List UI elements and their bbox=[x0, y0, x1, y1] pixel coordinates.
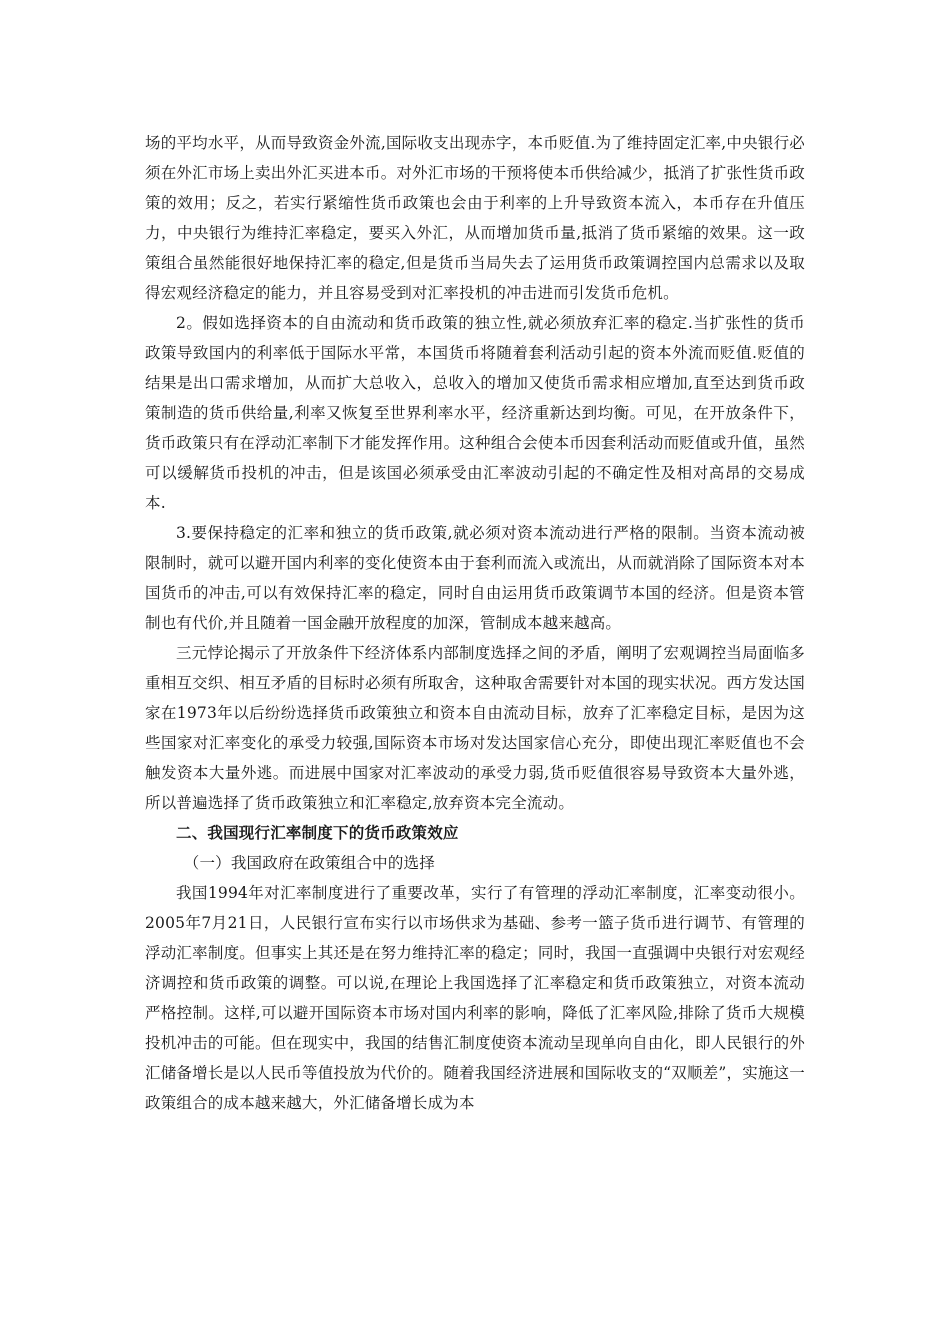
section-subheading: （一）我国政府在政策组合中的选择 bbox=[183, 854, 435, 872]
paragraph-china-policy: 我国1994年对汇率制度进行了重要改革，实行了有管理的浮动汇率制度，汇率变动很小。2005年7月21日，人民银行宣布实行以市场供求为基础、参考一篮子货币进行调节、有管理的浮动汇率制度。但事实上其还是在努力维持汇率的稳定；同时，我国一直强调中央银行对宏观经济调控和货币政策的调整。可以说,在理论上我国选择了汇率稳定和货币政策独立，对资本流动严格控制。这样,可以避开国际资本市场对国内利率的影响，降低了汇率风险,排除了货币大规模投机冲击的可能。但在现实中，我国的结售汇制度使资本流动呈现单向自由化，即人民银行的外汇储备增长是以人民币等值投放为代价的。随着我国经济进展和国际收支的“双顺差”，实施这一政策组合的成本越来越大，外汇储备增长成为本 bbox=[145, 884, 805, 1112]
paragraph-point-2: 2。假如选择资本的自由流动和货币政策的独立性,就必须放弃汇率的稳定.当扩张性的货币政策导致国内的利率低于国际水平常，本国货币将随着套利活动引起的资本外流而贬值.贬值的结果是出口需求增加，从而扩大总收入，总收入的增加又使货币需求相应增加,直至达到货币政策制造的货币供给量,利率又恢复至世界利率水平，经济重新达到均衡。可见，在开放条件下，货币政策只有在浮动汇率制下才能发挥作用。这种组合会使本币因套利活动而贬值或升值，虽然可以缓解货币投机的冲击，但是该国必须承受由汇率波动引起的不确定性及相对高昂的交易成本. bbox=[145, 314, 805, 512]
paragraph-trilemma-summary: 三元悖论揭示了开放条件下经济体系内部制度选择之间的矛盾，阐明了宏观调控当局面临多重相互交织、相互矛盾的目标时必须有所取舍，这种取舍需要针对本国的现实状况。西方发达国家在1973年以后纷纷选择货币政策独立和资本自由流动目标，放弃了汇率稳定目标，是因为这些国家对汇率变化的承受力较强,国际资本市场对发达国家信心充分，即使出现汇率贬值也不会触发资本大量外逃。而进展中国家对汇率波动的承受力弱,货币贬值很容易导致资本大量外逃，所以普遍选择了货币政策独立和汇率稳定,放弃资本完全流动。 bbox=[145, 644, 805, 812]
section-heading: 二、我国现行汇率制度下的货币政策效应 bbox=[176, 823, 459, 842]
document-body bbox=[145, 128, 805, 1118]
paragraph-point-3: 3.要保持稳定的汇率和独立的货币政策,就必须对资本流动进行严格的限制。当资本流动被限制时，就可以避开国内利率的变化使资本由于套利而流入或流出，从而就消除了国际资本对本国货币的冲击,可以有效保持汇率的稳定，同时自由运用货币政策调节本国的经济。但是资本管制也有代价,并且随着一国金融开放程度的加深，管制成本越来越高。 bbox=[145, 524, 805, 632]
paragraph-continuation: 场的平均水平，从而导致资金外流,国际收支出现赤字，本币贬值.为了维持固定汇率,中央银行必须在外汇市场上卖出外汇买进本币。对外汇市场的干预将使本币供给减少，抵消了扩张性货币政策的效用；反之，若实行紧缩性货币政策也会由于利率的上升导致资本流入，本币存在升值压力，中央银行为维持汇率稳定，要买入外汇，从而增加货币量,抵消了货币紧缩的效果。这一政策组合虽然能很好地保持汇率的稳定,但是货币当局失去了运用货币政策调控国内总需求以及取得宏观经济稳定的能力，并且容易受到对汇率投机的冲击进而引发货币危机。 bbox=[145, 134, 805, 302]
